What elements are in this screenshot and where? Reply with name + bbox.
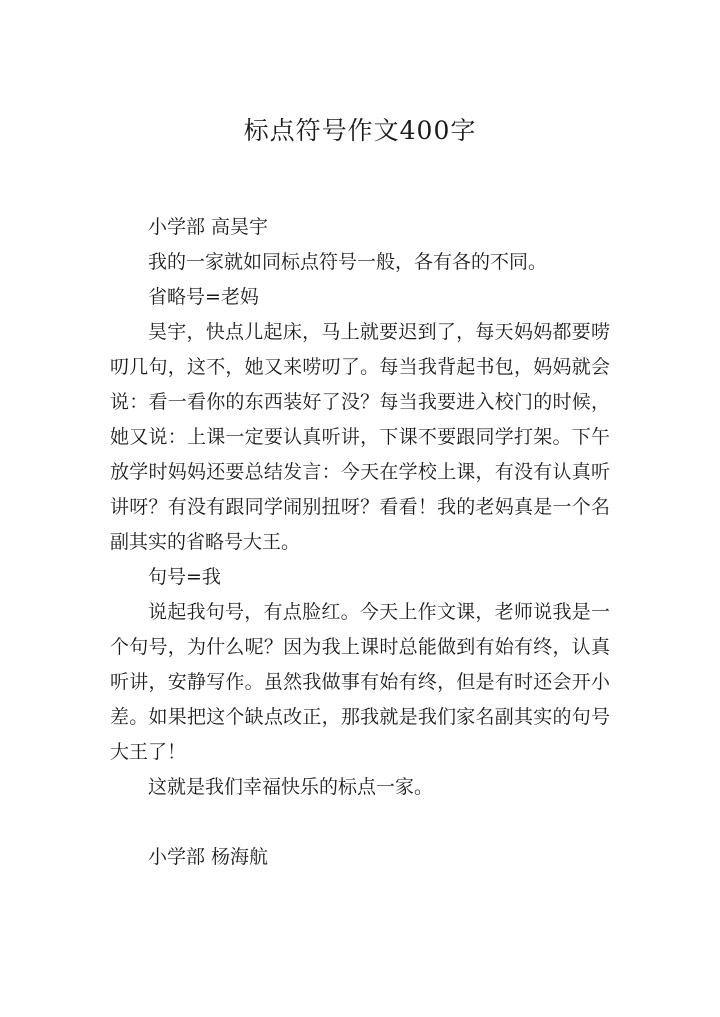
author-line: 小学部 高昊宇	[148, 216, 269, 238]
period-paragraph: 说起我句号，有点脸红。今天上作文课，老师说我是一个句号，为什么呢？因为我上课时总能做到有始有终，认真听讲，安静写作。虽然我做事有始有终，但是有时还会开小差。如果把这个缺点改正，那我就是我们家名副其实的句号大王了！	[110, 601, 610, 763]
document-body	[110, 210, 610, 875]
closing-paragraph: 这就是我们幸福快乐的标点一家。	[148, 776, 434, 798]
document-title: 标点符号作文400字	[243, 116, 477, 145]
section-heading-period: 句号=我	[148, 566, 221, 588]
ellipsis-paragraph: 昊宇，快点儿起床，马上就要迟到了，每天妈妈都要唠叨几句，这不，她又来唠叨了。每当我背起书包，妈妈就会说：看一看你的东西装好了没？每当我要进入校门的时候，她又说：上课一定要认真听讲，下课不要跟同学打架。下午放学时妈妈还要总结发言：今天在学校上课，有没有认真听讲呀？有没有跟同学闹别扭呀？看看！我的老妈真是一个名副其实的省略号大王。	[110, 321, 610, 553]
author-line-second: 小学部 杨海航	[148, 846, 269, 868]
intro-paragraph: 我的一家就如同标点符号一般，各有各的不同。	[148, 251, 548, 273]
paragraph-gap	[110, 805, 610, 840]
section-heading-ellipsis: 省略号=老妈	[148, 286, 259, 308]
